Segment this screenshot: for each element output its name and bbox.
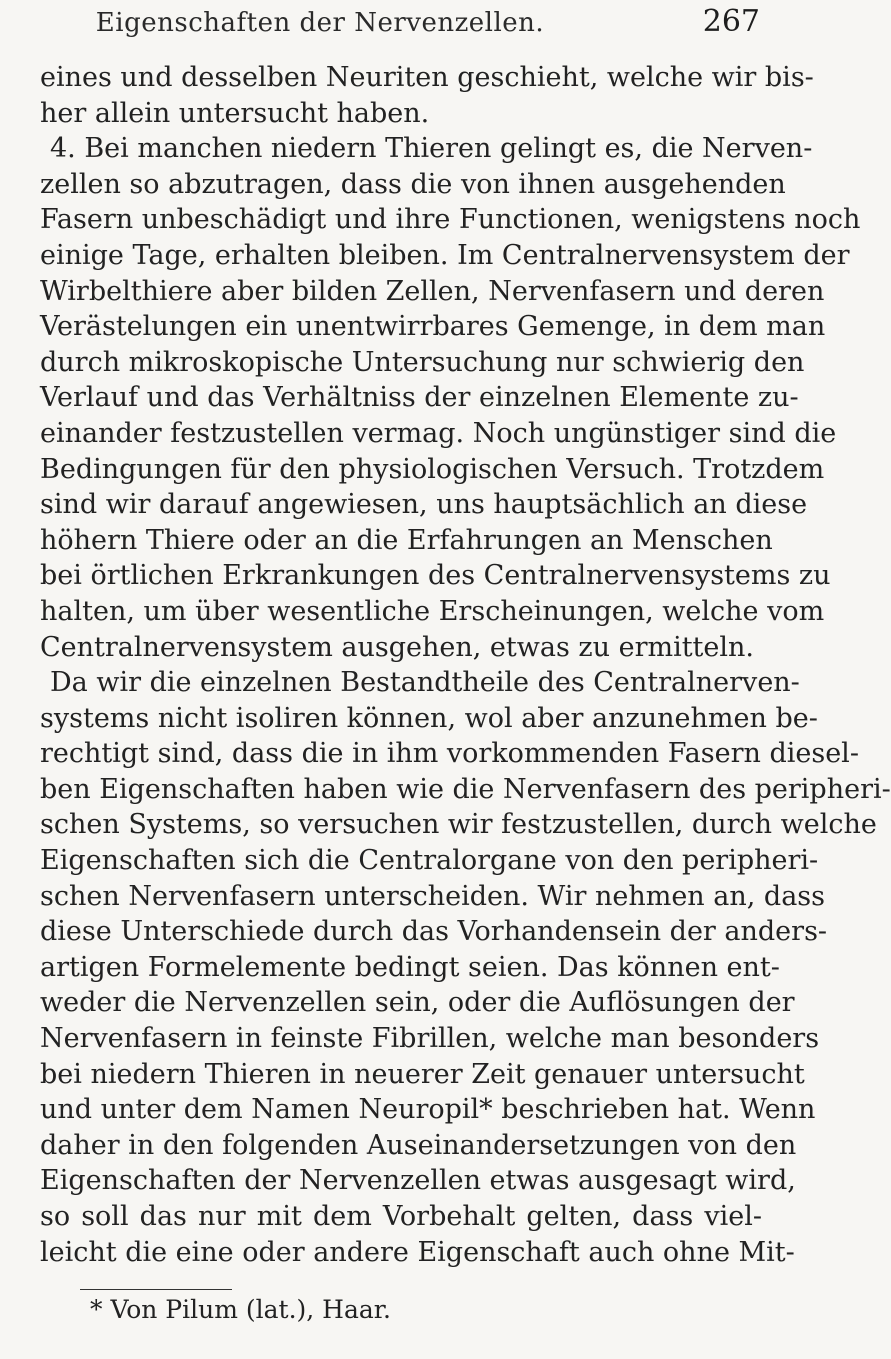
body-text	[40, 60, 891, 1270]
text-line: Nervenfasern in feinste Fibrillen, welche man besonders	[40, 1023, 820, 1055]
text-line: Wirbelthiere aber bilden Zellen, Nervenfasern und deren	[40, 275, 825, 307]
page-number: 267	[702, 4, 760, 39]
text-line: zellen so abzutragen, dass die von ihnen ausgehenden	[40, 168, 786, 200]
text-line: so soll das nur mit dem Vorbehalt gelten, dass viel-	[40, 1201, 762, 1232]
text-line: sind wir darauf angewiesen, uns hauptsächlich an diese	[40, 489, 808, 521]
text-line: Centralnervensystem ausgehen, etwas zu ermitteln.	[40, 631, 754, 663]
text-line: Eigenschaften der Nervenzellen etwas ausgesagt wird,	[40, 1165, 796, 1197]
text-line: rechtigt sind, dass die in ihm vorkommenden Fasern diesel-	[40, 738, 859, 770]
text-line: schen Systems, so versuchen wir festzustellen, durch welche	[40, 809, 877, 841]
text-line: bei örtlichen Erkrankungen des Centralnervensystems zu	[40, 560, 831, 592]
text-line: eines und desselben Neuriten geschieht, welche wir bis-	[40, 62, 814, 93]
text-line: her allein untersucht haben.	[40, 97, 430, 129]
text-line: Eigenschaften sich die Centralorgane von den peripheri-	[40, 845, 819, 877]
text-line: schen Nervenfasern unterscheiden. Wir nehmen an, dass	[40, 880, 826, 912]
text-line: daher in den folgenden Auseinandersetzungen von den	[40, 1129, 797, 1161]
text-line: ben Eigenschaften haben wie die Nervenfasern des peripheri-	[40, 773, 891, 805]
text-line: leicht die eine oder andere Eigenschaft auch ohne Mit-	[40, 1236, 795, 1268]
text-line: Da wir die einzelnen Bestandtheile des Centralnerven-	[50, 667, 800, 699]
footnote: * Von Pilum (lat.), Haar.	[90, 1295, 391, 1324]
text-line: diese Unterschiede durch das Vorhandensein der anders-	[40, 916, 828, 948]
text-line: halten, um über wesentliche Erscheinungen, welche vom	[40, 595, 825, 627]
text-line: 4. Bei manchen niedern Thieren gelingt es, die Nerven-	[50, 133, 813, 165]
text-line: Fasern unbeschädigt und ihre Functionen, wenigstens noch	[40, 204, 861, 236]
text-line: Verästelungen ein unentwirrbares Gemenge, in dem man	[40, 311, 826, 343]
text-line: durch mikroskopische Untersuchung nur schwierig den	[40, 346, 805, 378]
text-line: weder die Nervenzellen sein, oder die Auflösungen der	[40, 987, 795, 1019]
text-line: einander festzustellen vermag. Noch ungünstiger sind die	[40, 417, 837, 449]
text-line: Verlauf und das Verhältniss der einzelnen Elemente zu-	[40, 382, 799, 414]
text-line: und unter dem Namen Neuropil* beschrieben hat. Wenn	[40, 1094, 816, 1126]
running-header: Eigenschaften der Nervenzellen.	[95, 8, 545, 38]
text-line: Bedingungen für den physiologischen Versuch. Trotzdem	[40, 453, 825, 485]
text-line: artigen Formelemente bedingt seien. Das können ent-	[40, 951, 780, 983]
text-line: einige Tage, erhalten bleiben. Im Centralnervensystem der	[40, 239, 850, 271]
text-line: höhern Thiere oder an die Erfahrungen an Menschen	[40, 524, 773, 556]
footnote-divider	[80, 1289, 232, 1290]
text-line: bei niedern Thieren in neuerer Zeit genauer untersucht	[40, 1058, 805, 1090]
text-line: systems nicht isoliren können, wol aber anzunehmen be-	[40, 702, 818, 734]
